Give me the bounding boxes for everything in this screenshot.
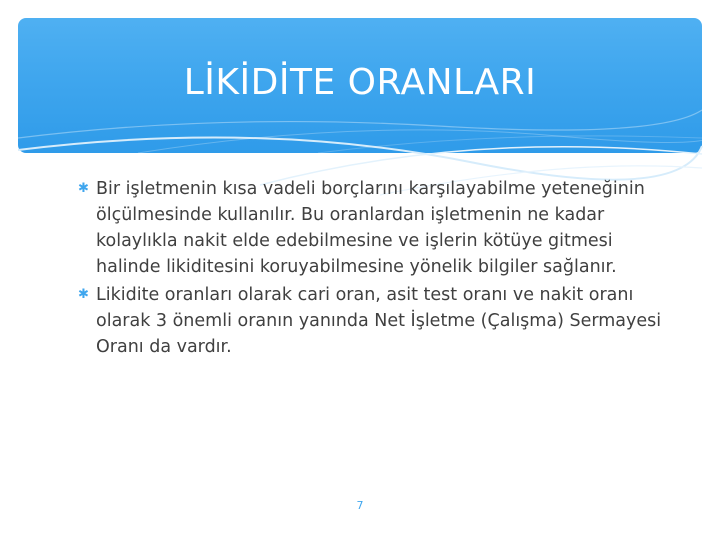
bullet-text: Likidite oranları olarak cari oran, asit test oranı ve nakit oranı olarak 3 önemli oranın yanında Net İşletme (Çalışma) Sermayesi Oranı da vardır.: [96, 285, 662, 357]
asterisk-icon: ✱: [78, 181, 89, 196]
bullet-text: Bir işletmenin kısa vadeli borçlarını karşılayabilme yeteneğinin ölçülmesinde kullanılır. Bu oranlardan işletmenin ne kadar kolaylıkla nakit elde edebilmesine ve işlerin kötüye gitmesi halinde likiditesini koruyabilmesine yönelik bilgiler sağlanır.: [96, 179, 645, 277]
page-title: LİKİDİTE ORANLARI: [183, 62, 537, 103]
asterisk-icon: ✱: [78, 287, 89, 302]
list-item: [78, 176, 668, 280]
bullet-list: [78, 176, 668, 362]
list-item: [78, 282, 668, 360]
page-number: 7: [356, 499, 364, 512]
